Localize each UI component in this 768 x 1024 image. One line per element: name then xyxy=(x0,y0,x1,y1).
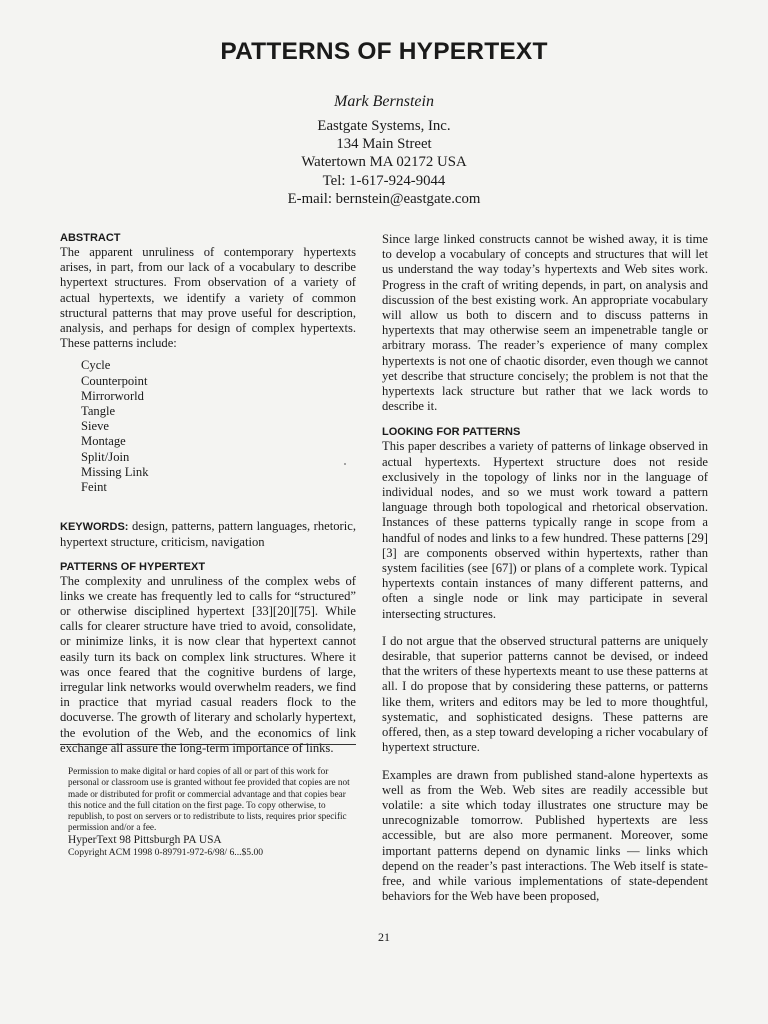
pattern-item: Missing Link xyxy=(81,464,149,479)
affiliation-line: Tel: 1-617-924-9044 xyxy=(322,172,446,189)
looking-paragraph-2: I do not argue that the observed structural patterns are uniquely desirable, that superior patterns cannot be devised, or indeed that the writers of these hypertexts meant to use these patterns at all. I do propose that by considering these patterns, or patterns like them, writers and editors may be led to more thoughtful, systematic, and sophisticated designs. These patterns are offered, then, as a step toward developing a richer vocabulary of hypertext structure. xyxy=(382,633,708,755)
pattern-item: Mirrorworld xyxy=(81,388,144,403)
abstract-heading: ABSTRACT xyxy=(60,232,121,244)
pattern-item: Split/Join xyxy=(81,449,130,464)
looking-paragraph-1: This paper describes a variety of patterns of linkage observed in actual hypertexts. Hypertext structure does not reside exclusively in the topology of links nor in the language of individual nodes, and so we must work toward a pattern language through both topological and rhetorical observation. Instances of these patterns typically range in scope from a handful of nodes and links to a few hundred. These patterns [29][3] are components observed within hypertexts, rather than system facilities (see [67]) or plans of a complete work. Typical hypertexts contain instances of many different patterns, and often a single node or link may participate in several intersecting structures. xyxy=(382,439,708,621)
pattern-item: Montage xyxy=(81,434,126,449)
pattern-item: Cycle xyxy=(81,358,111,373)
affiliation-line: E-mail: bernstein@eastgate.com xyxy=(287,190,481,207)
copyright-line: Copyright ACM 1998 0-89791-972-6/98/ 6...$5.00 xyxy=(68,846,264,858)
pattern-list xyxy=(60,358,356,495)
pattern-item: Tangle xyxy=(81,404,116,419)
left-column xyxy=(60,232,356,756)
section-heading-looking: LOOKING FOR PATTERNS xyxy=(382,426,521,439)
section-heading-patterns: PATTERNS OF HYPERTEXT xyxy=(60,560,206,573)
page-number: 21 xyxy=(378,930,390,944)
footnote-rule xyxy=(60,744,356,745)
affiliation-line: Watertown MA 02172 USA xyxy=(301,154,467,171)
pattern-item: Feint xyxy=(81,480,107,495)
looking-paragraph-3: Examples are drawn from published stand-alone hypertexts as well as from the Web. Web sites are readily accessible but volatile: a site which today illustrates one structure may be unrecognizable tomorrow. Published hypertexts are less accessible, but are also more permanent. Moreover, some important patterns depend on dynamic links — links which depend on the reader’s past interactions. The Web itself is state-free, and while various implementations of state-dependent behaviors for the Web have been proposed, xyxy=(382,767,708,904)
pattern-item: Counterpoint xyxy=(81,373,148,388)
author-affiliation xyxy=(0,117,768,208)
affiliation-line: 134 Main Street xyxy=(336,136,432,153)
keywords-label: KEYWORDS: xyxy=(60,521,129,534)
conference-venue: HyperText 98 Pittsburgh PA USA xyxy=(68,833,222,846)
keywords-text: design, patterns, pattern languages, rhetoric, hypertext structure, criticism, navigation xyxy=(60,519,356,550)
paper-title: PATTERNS OF HYPERTEXT xyxy=(220,38,548,65)
permission-notice xyxy=(68,766,350,858)
abstract-text: The apparent unruliness of contemporary hypertexts arises, in part, from our lack of a vocabulary to describe hypertext structures. From observation of a variety of actual hypertexts, we identify a variety of common structural patterns that may prove useful for description, analysis, and perhaps for design of complex hypertexts. These patterns include: xyxy=(60,245,356,351)
right-column xyxy=(382,232,708,904)
keywords-paragraph xyxy=(60,519,356,550)
intro-paragraph: Since large linked constructs cannot be wished away, it is time to develop a vocabulary of concepts and structures that will let us understand the way today’s hypertexts and Web sites work. Progress in the craft of writing depends, in part, on analysis and discussion of the best existing work. An appropriate vocabulary will allow us both to discern and to discuss patterns in hypertexts that may otherwise seem an impenetrable tangle or arbitrary morass. The reader’s experience of many complex hypertexts is not one of chaotic disorder, even though we cannot yet describe that structure concisely; the problem is not that the hypertexts lack structure but rather that we lack words to describe it. xyxy=(382,232,708,414)
pattern-item: Sieve xyxy=(81,419,109,434)
permission-text: Permission to make digital or hard copies of all or part of this work for personal or classroom use is granted without fee provided that copies are not made or distributed for profit or commercial advantage and that copies bear this notice and the full citation on the first page. To copy otherwise, to republish, to post on servers or to redistribute to lists, requires prior specific permission and/or a fee. xyxy=(68,766,350,833)
scan-speck xyxy=(344,463,346,465)
affiliation-line: Eastgate Systems, Inc. xyxy=(317,118,451,134)
author-name: Mark Bernstein xyxy=(334,93,434,110)
section-text-patterns: The complexity and unruliness of the complex webs of links we create has frequently led to calls for “structured” or otherwise disciplined hypertext [33][20][75]. While calls for clearer structure have tried to avoid, consolidate, or minimize links, it is now clear that hypertext cannot easily turn its back on complex link structures. Where it was once feared that the cognitive burdens of large, irregular link networks would overwhelm readers, we find in practice that myriad casual readers flock to the docuverse. The growth of literary and scholarly hypertext, the evolution of the Web, and the economics of link exchange all assure the long-term importance of links. xyxy=(60,573,356,755)
